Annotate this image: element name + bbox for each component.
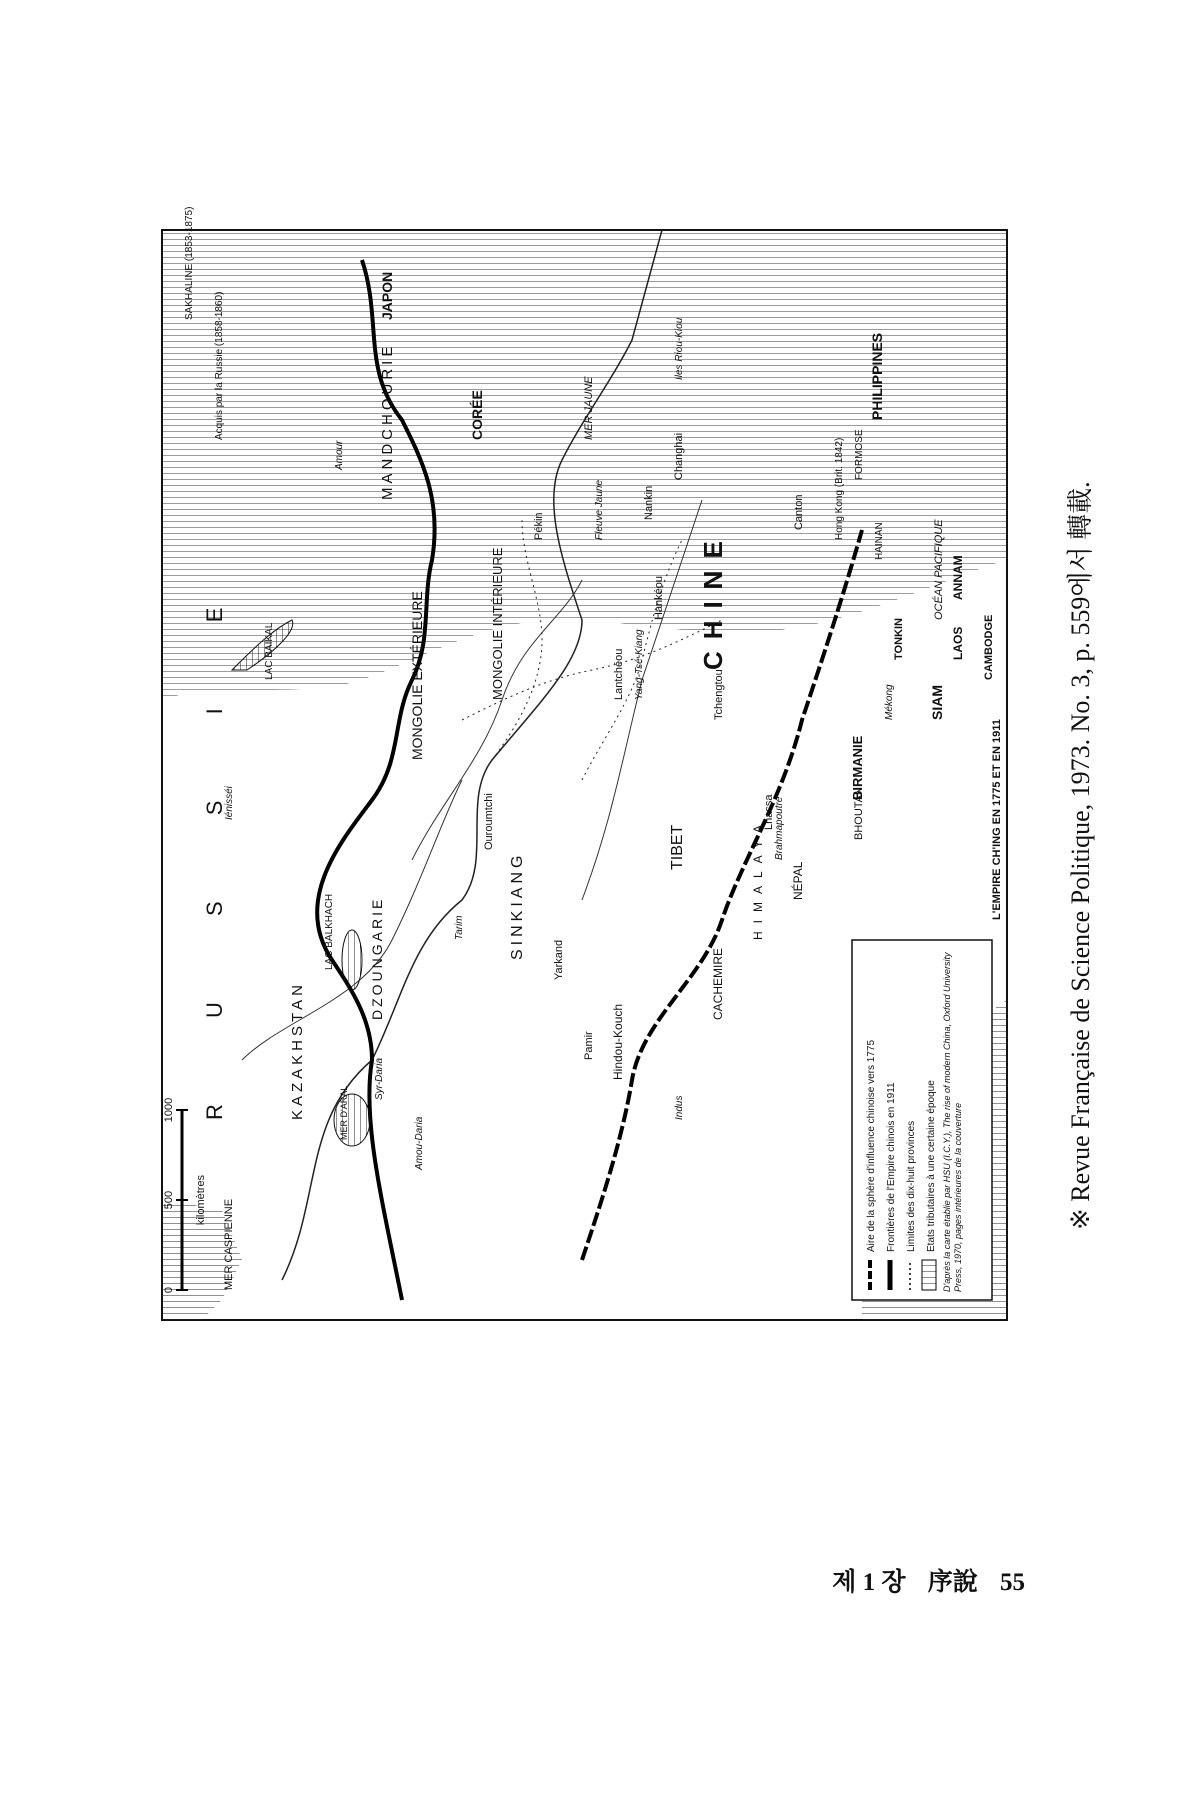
label-coree: CORÉE	[469, 390, 485, 440]
label-syr-daria: Syr-Daria	[374, 1057, 385, 1100]
label-amou-daria: Amou-Daria	[414, 1116, 425, 1170]
chapter-label: 제 1 장	[832, 1569, 906, 1596]
label-lac-baikal: LAC BAIKAL	[264, 622, 275, 680]
scale-tick: 500	[163, 1190, 175, 1210]
annotation-sakhaline: SAKHALINE (1853-1875)	[184, 206, 195, 320]
source-caption: ※ Revue Française de Science Politique, 1973. No. 3, p. 559에서 轉載.	[1066, 481, 1095, 1230]
label-ocean-pacifique: OCÉAN PACIFIQUE	[933, 519, 945, 620]
label-philippines: PHILIPPINES	[869, 332, 885, 420]
label-mekong: Mékong	[884, 684, 895, 720]
label-brahmapoutre: Brahmapoutre	[774, 796, 785, 860]
label-kazakhstan: KAZAKHSTAN	[289, 981, 306, 1120]
city-ouroumtchi: Ouroumtchi	[483, 793, 495, 850]
label-sinkiang: SINKIANG	[509, 851, 526, 960]
city-nankin: Nankin	[643, 485, 655, 520]
scale-tick: 0	[163, 1286, 175, 1294]
label-tibet: TIBET	[669, 824, 686, 870]
label-laos: LAOS	[951, 626, 965, 660]
label-tonkin: TONKIN	[893, 618, 905, 660]
city-pamir: Pamir	[583, 1031, 595, 1060]
legend-item: Etats tributaires à une certaine époque	[926, 1080, 937, 1252]
label-birmanie: BIRMANIE	[850, 735, 865, 800]
label-ienissei: Iénisséi	[224, 786, 235, 820]
map-title: L'EMPIRE CH'ING EN 1775 ET EN 1911	[991, 719, 1003, 920]
city-changhai: Changhai	[673, 432, 685, 480]
label-fleuve-jaune: Fleuve Jaune	[594, 479, 605, 540]
lake-balkhash	[342, 930, 362, 990]
annotation-riou-kiou: Iles Riou-Kiou	[674, 317, 685, 380]
legend	[852, 940, 992, 1300]
label-dzoungarie: DZOUNGARIE	[369, 896, 385, 1020]
city-tchengtou: Tchengtou	[713, 669, 725, 720]
label-nepal: NÉPAL	[791, 861, 805, 900]
scale-unit: kilomètres	[195, 1174, 207, 1226]
page-number: 55	[1000, 1569, 1025, 1596]
label-mandchourie: MANDCHOURIE	[379, 342, 396, 500]
legend-item: Limites des dix-huit provinces	[906, 1120, 917, 1252]
city-canton: Canton	[793, 494, 805, 530]
label-mer-caspienne: MER CASPIENNE	[223, 1198, 235, 1290]
label-cambodge: CAMBODGE	[983, 614, 995, 680]
label-cachemire: CACHEMIRE	[711, 947, 725, 1020]
city-lantcheou: Lantchéou	[613, 648, 625, 700]
label-lac-balkhach: LAC BALKHACH	[324, 893, 335, 970]
label-mer-aral: MER D'ARAL	[339, 1085, 349, 1140]
section-label: 序說	[927, 1569, 978, 1596]
label-hindou-kouch: Hindou-Kouch	[611, 1003, 625, 1080]
label-mongolie-interieure: MONGOLIE INTÉRIEURE	[490, 547, 505, 700]
label-japon: JAPON	[379, 271, 395, 320]
city-lhassa: Lhassa	[763, 794, 775, 830]
label-himalaya: HIMALAYA	[751, 817, 765, 940]
legend-source-note: D'après la carte établie par HSU (I.C.Y.), The rise of modern China, Oxford University Press, 1970, pages intérieures de la couverture	[942, 952, 963, 1292]
scale-tick: 1000	[163, 1097, 175, 1123]
city-hankeou: Hankéou	[653, 575, 665, 620]
label-yangtse: Yang-Tsé-Kiang	[634, 629, 645, 700]
annotation-russie-acquis: Acquis par la Russie (1858-1860)	[214, 291, 225, 440]
annotation-hong-kong: Hong Kong (Brit. 1842)	[834, 437, 845, 540]
city-pekin: Pékin	[533, 512, 545, 540]
annotation-hainan: HAINAN	[874, 522, 885, 560]
label-annam: ANNAM	[951, 555, 965, 600]
label-bhoutan: BHOUTAN	[853, 787, 865, 840]
page-footer	[832, 1562, 1025, 1598]
label-mer-jaune: MER JAUNE	[583, 376, 595, 440]
legend-item: Frontières de l'Empire chinois en 1911	[886, 1082, 897, 1252]
label-mongolie-exterieure: MONGOLIE EXTÉRIEURE	[409, 591, 425, 760]
annotation-formose: FORMOSE	[854, 429, 865, 480]
legend-item: Aire de la sphère d'influence chinoise vers 1775	[866, 1039, 877, 1252]
label-indus: Indus	[674, 1095, 685, 1120]
label-russia: R U S S I E	[202, 567, 227, 1120]
label-china: CHINE	[698, 529, 728, 670]
label-tarim: Tarim	[454, 915, 465, 940]
label-amour: Amour	[334, 440, 345, 470]
city-yarkand: Yarkand	[553, 939, 565, 980]
label-siam: SIAM	[929, 685, 945, 720]
